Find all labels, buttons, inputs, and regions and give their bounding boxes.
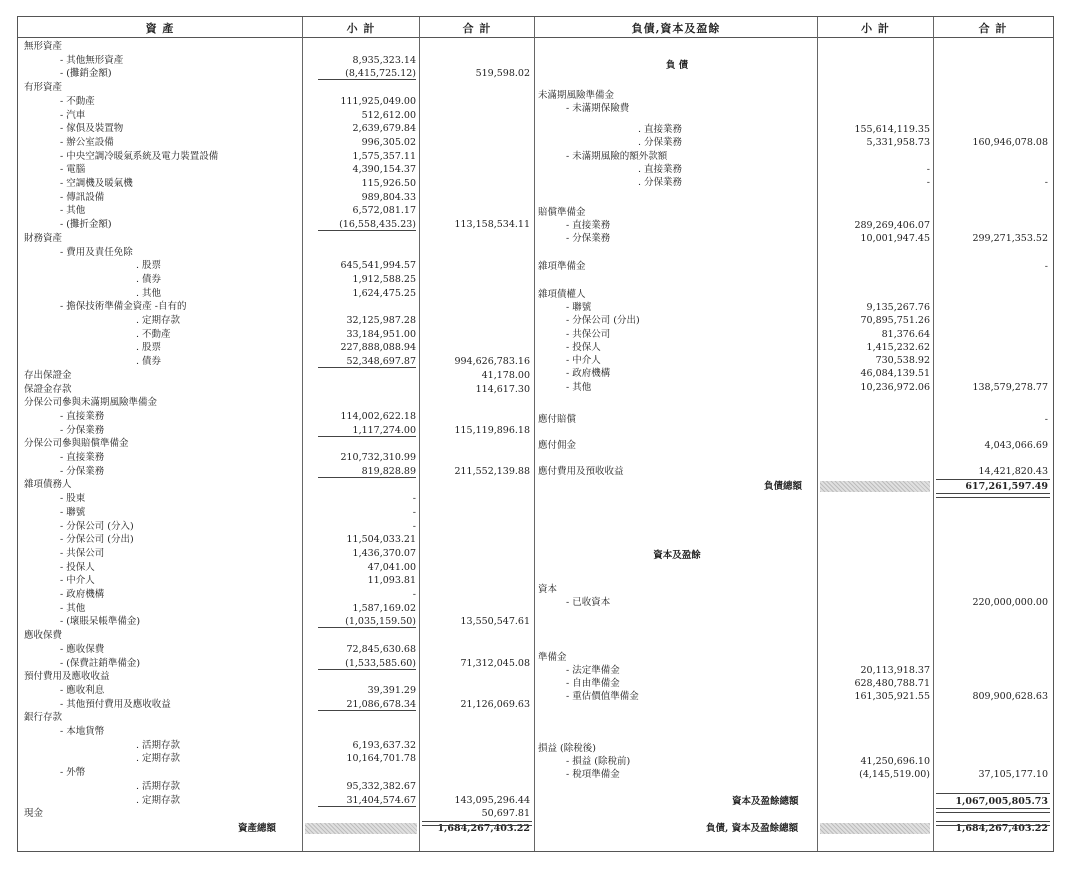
asset-subtotal: 1,575,357.11 — [352, 150, 416, 162]
asset-label: - 股東 — [60, 493, 86, 505]
asset-label: - 分保業務 — [60, 465, 105, 477]
liability-label: 未滿期風險準備金 — [538, 90, 615, 101]
asset-subtotal: 10,164,701.78 — [346, 753, 416, 765]
liability-subtotal: (4,145,519.00) — [859, 769, 930, 780]
asset-subtotal: 32,125,987.28 — [346, 315, 416, 326]
asset-subtotal: 819,828.89 — [361, 465, 416, 477]
asset-subtotal: 1,912,588.25 — [352, 273, 416, 285]
asset-total: 13,550,547.61 — [460, 616, 530, 628]
asset-subtotal: - — [412, 506, 416, 518]
capital-total-row — [18, 795, 1053, 808]
asset-row — [18, 396, 538, 409]
liability-subtotal: 161,305,921.55 — [854, 691, 930, 702]
asset-label: - 外幣 — [60, 767, 86, 779]
asset-row — [18, 520, 538, 533]
asset-label: 現金 — [24, 808, 44, 820]
asset-label: - 分保公司 (分入) — [60, 520, 134, 532]
liability-label: . 直接業務 — [638, 124, 683, 135]
liability-row — [18, 206, 1053, 219]
asset-label: - 傢俱及裝置物 — [60, 123, 124, 135]
section-title: 資本及盈餘 — [653, 550, 701, 561]
liability-total: 299,271,353.52 — [972, 233, 1048, 244]
asset-label: - (攤折金額) — [60, 219, 112, 231]
asset-label: - 其他 — [60, 205, 86, 217]
asset-label: 財務資產 — [24, 232, 63, 244]
asset-label: - 不動產 — [60, 95, 95, 107]
asset-label: - 傳訊設備 — [60, 191, 105, 203]
balance-sheet — [17, 16, 1054, 852]
liability-label: - 法定準備金 — [566, 665, 620, 676]
asset-subtotal: (1,533,585.60) — [345, 657, 416, 669]
liability-subtotal: 46,084,139.51 — [860, 368, 930, 379]
liability-row — [18, 150, 1053, 163]
asset-subtotal: 21,086,678.34 — [346, 698, 416, 710]
asset-subtotal: 52,348,697.87 — [346, 356, 416, 368]
liability-total: - — [1044, 261, 1048, 272]
asset-row — [18, 533, 538, 546]
asset-label: 分保公司參與未滿期風險準備金 — [24, 397, 158, 409]
asset-row — [18, 725, 538, 738]
liability-label: - 損益 (除稅前) — [566, 756, 631, 767]
asset-label: - 電腦 — [60, 164, 86, 176]
asset-row — [18, 451, 538, 464]
asset-total: 41,178.00 — [481, 369, 530, 381]
liab-total-row — [18, 480, 1053, 493]
asset-label: - 投保人 — [60, 561, 95, 573]
liability-label: - 政府機構 — [566, 368, 611, 379]
capital-total-label: 資本及盈餘總額 — [732, 796, 799, 807]
asset-row — [18, 40, 538, 53]
asset-subtotal: 111,925,049.00 — [340, 95, 416, 107]
asset-label: - (壞賬呆帳準備金) — [60, 616, 141, 628]
asset-label: . 其他 — [136, 287, 162, 299]
asset-label: . 定期存款 — [136, 315, 181, 326]
liability-label: - 投保人 — [566, 342, 601, 353]
liability-label: - 聯號 — [566, 302, 592, 313]
liability-label: 資本 — [538, 584, 558, 595]
asset-label: 應收保費 — [24, 630, 63, 642]
asset-total: 519,598.02 — [475, 68, 530, 80]
assets-header: 資 產 — [145, 22, 175, 35]
asset-label: . 活期存款 — [136, 739, 181, 751]
liability-subtotal: 628,480,788.71 — [854, 678, 930, 689]
liability-row — [18, 549, 1053, 562]
asset-label: - 聯號 — [60, 506, 86, 518]
asset-label: - 本地貨幣 — [60, 726, 105, 737]
asset-row — [18, 246, 538, 259]
asset-row — [18, 711, 538, 724]
asset-subtotal: 996,305.02 — [361, 136, 416, 148]
liability-total: - — [1044, 177, 1048, 188]
liability-row — [18, 260, 1053, 273]
liab-total-header: 合 計 — [978, 22, 1008, 35]
liability-label: - 其他 — [566, 382, 592, 393]
asset-label: . 股票 — [136, 260, 162, 272]
asset-subtotal: 11,504,033.21 — [346, 534, 416, 546]
liability-row — [18, 465, 1053, 478]
liability-subtotal: - — [926, 177, 930, 188]
asset-label: 銀行存款 — [24, 712, 63, 724]
asset-subtotal: - — [412, 520, 416, 532]
liability-row — [18, 288, 1053, 301]
liability-row — [18, 690, 1053, 703]
asset-subtotal: 72,845,630.68 — [346, 643, 416, 655]
asset-row — [18, 191, 538, 204]
asset-label: - 空調機及暖氣機 — [60, 178, 133, 189]
liability-subtotal: 10,001,947.45 — [860, 233, 930, 244]
liability-row — [18, 583, 1053, 596]
asset-label: - 直接業務 — [60, 452, 105, 463]
liability-row — [18, 742, 1053, 755]
liability-row — [18, 664, 1053, 677]
asset-label: 有形資產 — [24, 82, 63, 94]
liability-label: . 分保業務 — [638, 177, 683, 188]
liability-row — [18, 367, 1053, 380]
asset-label: 保證金存款 — [24, 383, 72, 395]
liability-label: - 未滿期保險費 — [566, 103, 630, 114]
liab-subtotal-header: 小 計 — [861, 22, 890, 35]
asset-label: . 活期存款 — [136, 780, 181, 792]
asset-label: - 應收利息 — [60, 684, 105, 696]
asset-label: - 直接業務 — [60, 410, 105, 422]
asset-label: - 費用及責任免除 — [60, 246, 133, 258]
asset-label: 無形資產 — [24, 41, 63, 52]
liability-row — [18, 314, 1053, 327]
asset-label: - 分保公司 (分出) — [60, 534, 134, 546]
liability-label: - 已收資本 — [566, 597, 611, 608]
liability-total: - — [1044, 414, 1048, 425]
liability-label: 損益 (除稅後) — [538, 743, 596, 754]
asset-label: . 不動產 — [136, 328, 171, 340]
asset-label: - 其他無形資產 — [60, 54, 124, 66]
liability-label: 應付費用及預收收益 — [538, 466, 624, 477]
liability-total: 138,579,278.77 — [972, 382, 1048, 393]
asset-row — [18, 629, 538, 642]
asset-subtotal: 114,002,622.18 — [340, 410, 416, 422]
liability-subtotal: 5,331,958.73 — [866, 137, 930, 148]
liability-row — [18, 328, 1053, 341]
liability-row — [18, 341, 1053, 354]
asset-label: 預付費用及應收收益 — [24, 671, 110, 683]
liability-total: 37,105,177.10 — [978, 769, 1048, 780]
asset-total: 114,617.30 — [475, 383, 530, 395]
asset-subtotal: 8,935,323.14 — [352, 54, 416, 66]
asset-row — [18, 506, 538, 519]
liability-label: - 中介人 — [566, 355, 601, 366]
liability-row — [18, 136, 1053, 149]
grand-total-value: 1,684,267,403.22 — [955, 823, 1048, 834]
liability-row — [18, 219, 1053, 232]
liability-label: . 直接業務 — [638, 164, 683, 175]
liability-subtotal: 289,269,406.07 — [854, 220, 930, 231]
asset-label: - 汽車 — [60, 109, 86, 121]
liability-label: - 分保公司 (分出) — [566, 315, 640, 326]
liability-label: - 直接業務 — [566, 220, 611, 231]
liability-row — [18, 176, 1053, 189]
liability-label: - 未滿期風險的額外款額 — [566, 151, 668, 162]
liab-total-value: 617,261,597.49 — [965, 481, 1048, 492]
asset-subtotal: 39,391.29 — [367, 684, 416, 696]
capital-total-value: 1,067,005,805.73 — [955, 796, 1048, 807]
asset-label: - 應收保費 — [60, 643, 105, 655]
grand-total-label: 負債, 資本及盈餘總額 — [706, 823, 799, 834]
liability-label: - 稅項準備金 — [566, 769, 620, 780]
asset-subtotal: (16,558,435.23) — [339, 219, 416, 231]
liability-row — [18, 768, 1053, 781]
asset-label: 分保公司參與賠償準備金 — [24, 438, 129, 450]
assets-subtotal-header: 小 計 — [346, 22, 376, 35]
asset-label: . 定期存款 — [136, 794, 181, 806]
liability-label: . 分保業務 — [638, 137, 683, 148]
asset-row — [18, 273, 538, 286]
asset-subtotal: 2,639,679.84 — [352, 123, 416, 135]
asset-subtotal: 227,888,088.94 — [340, 342, 416, 354]
liability-subtotal: 10,236,972.06 — [860, 382, 930, 393]
liability-row — [18, 301, 1053, 314]
liabilities-header: 負債,資本及盈餘 — [631, 22, 721, 35]
asset-label: - 政府機構 — [60, 589, 105, 600]
assets-total-label: 資產總額 — [238, 823, 277, 834]
asset-label: - 辦公室設備 — [60, 136, 114, 148]
asset-total: 113,158,534.11 — [454, 219, 530, 231]
liability-label: 應付賠償 — [538, 414, 577, 425]
liability-row — [18, 755, 1053, 768]
asset-label: - 其他預付費用及應收收益 — [60, 698, 171, 710]
asset-label: . 債券 — [136, 273, 162, 285]
liability-row — [18, 381, 1053, 394]
liability-subtotal: 9,135,267.76 — [866, 302, 930, 313]
asset-total: 71,312,045.08 — [460, 657, 530, 669]
liability-total: 4,043,066.69 — [984, 440, 1048, 451]
asset-row — [18, 807, 538, 820]
liability-label: 雜項準備金 — [538, 261, 586, 272]
asset-label: - 擔保技術準備金資產 -自有的 — [60, 301, 187, 313]
asset-total: 115,119,896.18 — [454, 424, 530, 436]
liability-label: 賠償準備金 — [538, 207, 586, 218]
asset-label: . 股票 — [136, 342, 162, 354]
asset-label: . 債券 — [136, 356, 162, 368]
asset-subtotal: 11,093.81 — [367, 575, 416, 587]
asset-total: 21,126,069.63 — [460, 698, 530, 710]
asset-label: 雜項債務人 — [24, 479, 72, 491]
asset-subtotal: 210,732,310.99 — [340, 452, 416, 463]
liability-subtotal: 155,614,119.35 — [854, 124, 930, 135]
section-title: 負 債 — [665, 60, 689, 71]
liability-row — [18, 232, 1053, 245]
asset-label: - 中央空調冷暖氣系統及電力裝置設備 — [60, 150, 219, 162]
asset-subtotal: 115,926.50 — [361, 178, 416, 189]
liability-subtotal: 41,250,696.10 — [860, 756, 930, 767]
header-row — [18, 17, 1053, 38]
asset-total: 211,552,139.88 — [454, 465, 530, 477]
liability-row — [18, 439, 1053, 452]
liability-subtotal: 20,113,918.37 — [860, 665, 930, 676]
asset-subtotal: (1,035,159.50) — [345, 616, 416, 628]
liability-row — [18, 651, 1053, 664]
assets-total-value: 1,684,267,403.22 — [437, 823, 530, 834]
asset-total: 994,626,783.16 — [454, 356, 530, 368]
asset-label: - 中介人 — [60, 575, 95, 587]
asset-label: - 共保公司 — [60, 547, 105, 559]
asset-subtotal: 33,184,951.00 — [346, 328, 416, 340]
liability-label: - 共保公司 — [566, 329, 611, 340]
liability-total: 14,421,820.43 — [978, 466, 1048, 477]
liability-label: - 重估價值準備金 — [566, 691, 639, 702]
liab-total-label: 負債總額 — [764, 481, 803, 492]
liability-row — [18, 102, 1053, 115]
asset-subtotal: 6,193,637.32 — [352, 739, 416, 751]
assets-total-header: 合 計 — [462, 22, 492, 35]
liability-subtotal: - — [926, 164, 930, 175]
liability-row — [18, 123, 1053, 136]
liability-subtotal: 1,415,232.62 — [866, 342, 930, 353]
asset-subtotal: 1,587,169.02 — [352, 602, 416, 614]
asset-label: - (保費註銷準備金) — [60, 657, 141, 669]
asset-total: 143,095,296.44 — [454, 794, 530, 806]
asset-subtotal: - — [412, 493, 416, 505]
liability-total: 809,900,628.63 — [972, 691, 1048, 702]
liability-row — [18, 59, 1053, 72]
asset-label: . 定期存款 — [136, 753, 181, 765]
asset-label: - 其他 — [60, 602, 86, 614]
asset-subtotal: 645,541,994.57 — [340, 260, 416, 272]
asset-label: - 分保業務 — [60, 424, 105, 436]
asset-row — [18, 615, 538, 628]
liability-row — [18, 89, 1053, 102]
liability-label: 應付佣金 — [538, 440, 577, 451]
liability-subtotal: 730,538.92 — [875, 355, 930, 366]
asset-subtotal: 47,041.00 — [367, 561, 416, 573]
asset-subtotal: (8,415,725.12) — [345, 68, 416, 80]
asset-row — [18, 780, 538, 793]
liability-row — [18, 677, 1053, 690]
grand-total-row — [18, 822, 1053, 835]
liability-label: 準備金 — [538, 652, 567, 663]
liability-row — [18, 596, 1053, 609]
asset-label: - (攤銷金額) — [60, 68, 112, 80]
asset-subtotal: 1,117,274.00 — [352, 424, 416, 436]
asset-row — [18, 561, 538, 574]
asset-subtotal: 989,804.33 — [361, 191, 416, 203]
liability-total: 220,000,000.00 — [972, 597, 1048, 608]
liability-label: - 自由準備金 — [566, 678, 620, 689]
asset-label: 存出保證金 — [24, 369, 72, 381]
asset-subtotal: - — [412, 589, 416, 600]
liability-label: - 分保業務 — [566, 233, 611, 244]
asset-subtotal: 1,624,475.25 — [352, 287, 416, 299]
asset-subtotal: 95,332,382.67 — [346, 780, 416, 792]
liability-label: 雜項債權人 — [538, 289, 586, 300]
liability-row — [18, 163, 1053, 176]
liability-subtotal: 81,376.64 — [881, 329, 930, 340]
asset-subtotal: 6,572,081.17 — [352, 205, 416, 217]
asset-row — [18, 492, 538, 505]
liability-row — [18, 354, 1053, 367]
asset-subtotal: 512,612.00 — [361, 109, 416, 121]
asset-total: 50,697.81 — [481, 808, 530, 820]
liability-row — [18, 413, 1053, 426]
liability-subtotal: 70,895,751.26 — [860, 315, 930, 326]
asset-subtotal: 4,390,154.37 — [352, 164, 416, 176]
liability-total: 160,946,078.08 — [972, 137, 1048, 148]
asset-subtotal: 31,404,574.67 — [346, 794, 416, 806]
asset-subtotal: 1,436,370.07 — [352, 547, 416, 559]
